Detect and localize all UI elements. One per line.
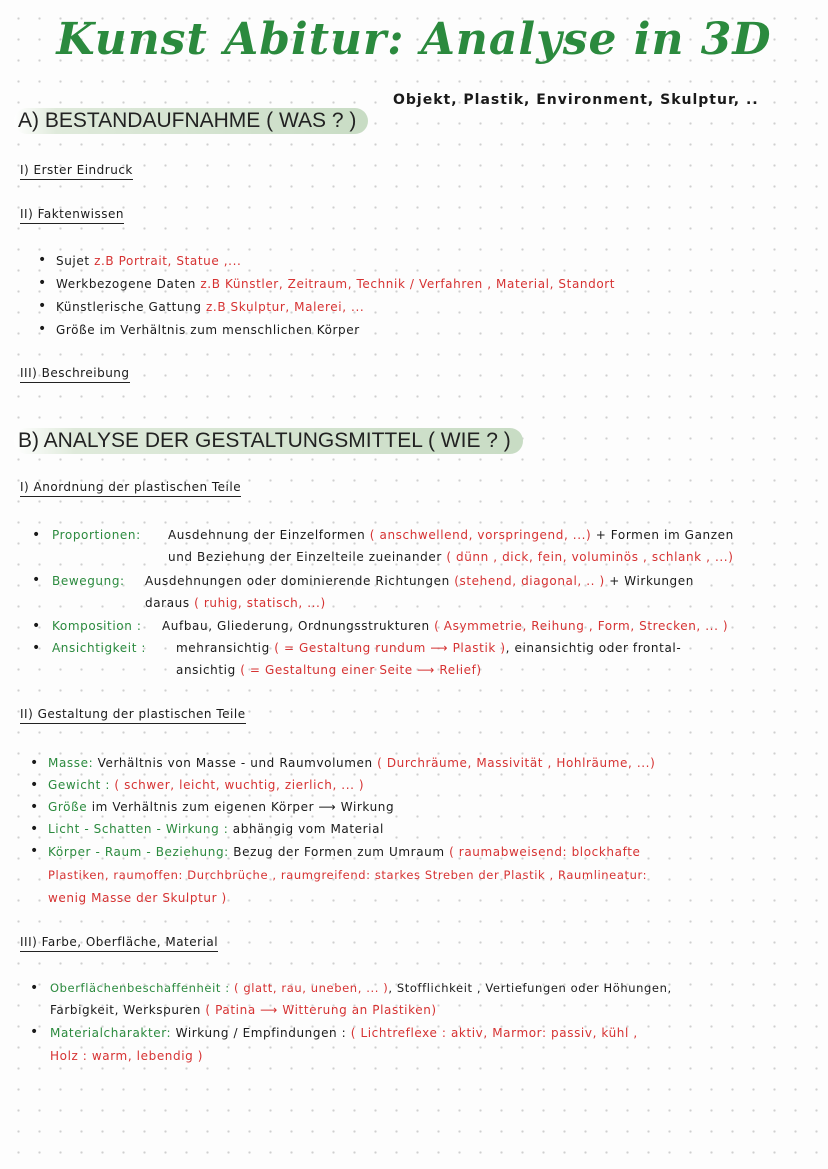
proportionen-line-1: Ausdehnung der Einzelformen ( anschwellend, vorspringend, ...) + Formen im Ganzen <box>168 528 734 542</box>
bullet: • <box>32 640 41 656</box>
bullet: • <box>38 298 47 314</box>
ansichtigkeit-label: Ansichtigkeit : <box>52 641 147 655</box>
materialcharakter-line-2: Holz : warm, lebendig ) <box>50 1049 204 1063</box>
bewegung-label: Bewegung: <box>52 574 125 588</box>
section-a-heading: A) BESTANDAUFNAHME ( WAS ? ) <box>14 108 368 134</box>
list-item: Sujet z.B Portrait, Statue ,... <box>56 254 242 268</box>
section-b-sub-3: III) Farbe, Oberfläche, Material <box>20 935 218 952</box>
oberflaeche-line-1: Oberflächenbeschaffenheit : ( glatt, rau, uneben, ... ), Stofflichkeit , Vertiefungen oder Höhungen, <box>50 981 672 995</box>
proportionen-label: Proportionen: <box>52 528 141 542</box>
koerper-raum-line-2: Plastiken, raumoffen: Durchbrüche , raumgreifend: starkes Streben der Plastik , Raumlineatur: <box>48 868 648 882</box>
koerper-raum-line-1: Körper - Raum - Beziehung: Bezug der Formen zum Umraum ( raumabweisend: blockhafte <box>48 845 641 859</box>
section-b-heading: B) ANALYSE DER GESTALTUNGSMITTEL ( WIE ? ) <box>14 428 523 454</box>
komposition-label: Komposition : <box>52 619 142 633</box>
bullet: • <box>38 321 47 337</box>
gewicht-line: Gewicht : ( schwer, leicht, wuchtig, zierlich, ... ) <box>48 778 365 792</box>
bullet: • <box>30 777 39 793</box>
oberflaeche-line-2: Farbigkeit, Werkspuren ( Patina ⟶ Witterung an Plastiken) <box>50 1003 437 1017</box>
subtitle: Objekt, Plastik, Environment, Skulptur, .. <box>393 92 759 108</box>
section-b-sub-1: I) Anordnung der plastischen Teile <box>20 480 241 497</box>
komposition-line-1: Aufbau, Gliederung, Ordnungsstrukturen ( Asymmetrie, Reihung , Form, Strecken, ... ) <box>162 619 729 633</box>
list-item: Künstlerische Gattung z.B Skulptur, Malerei, ... <box>56 300 365 314</box>
koerper-raum-line-3: wenig Masse der Skulptur ) <box>48 891 227 905</box>
section-b-sub-2: II) Gestaltung der plastischen Teile <box>20 707 246 724</box>
list-item: Werkbezogene Daten z.B Künstler, Zeitraum, Technik / Verfahren , Material, Standort <box>56 277 616 291</box>
masse-line: Masse: Verhältnis von Masse - und Raumvolumen ( Durchräume, Massivität , Hohlräume, ...) <box>48 756 656 770</box>
section-a-sub-1: I) Erster Eindruck <box>20 163 133 180</box>
section-a-sub-3: III) Beschreibung <box>20 366 130 383</box>
bullet: • <box>30 980 39 996</box>
bullet: • <box>38 252 47 268</box>
ansichtigkeit-line-2: ansichtig ( = Gestaltung einer Seite ⟶ Relief) <box>176 663 482 677</box>
bullet: • <box>32 618 41 634</box>
bewegung-line-1: Ausdehnungen oder dominierende Richtungen (stehend, diagonal, .. ) + Wirkungen <box>145 574 694 588</box>
bewegung-line-2: daraus ( ruhig, statisch, ...) <box>145 596 326 610</box>
materialcharakter-line-1: Materialcharakter: Wirkung / Empfindungen : ( Lichtreflexe : aktiv, Marmor: passiv, kühl , <box>50 1026 638 1040</box>
page-title: Kunst Abitur: Analyse in 3D <box>56 14 772 65</box>
proportionen-line-2: und Beziehung der Einzelteile zueinander ( dünn , dick, fein, voluminös , schlank , ...) <box>168 550 734 564</box>
licht-line: Licht - Schatten - Wirkung : abhängig vom Material <box>48 822 384 836</box>
section-a-sub-2: II) Faktenwissen <box>20 207 124 224</box>
bullet: • <box>32 527 41 543</box>
groesse-line: Größe im Verhältnis zum eigenen Körper ⟶ Wirkung <box>48 800 395 814</box>
ansichtigkeit-line-1: mehransichtig ( = Gestaltung rundum ⟶ Plastik ), einansichtig oder frontal- <box>176 641 682 655</box>
list-item: Größe im Verhältnis zum menschlichen Körper <box>56 323 360 337</box>
bullet: • <box>30 843 39 859</box>
bullet: • <box>38 275 47 291</box>
bullet: • <box>32 572 41 588</box>
bullet: • <box>30 1024 39 1040</box>
bullet: • <box>30 821 39 837</box>
bullet: • <box>30 799 39 815</box>
bullet: • <box>30 755 39 771</box>
